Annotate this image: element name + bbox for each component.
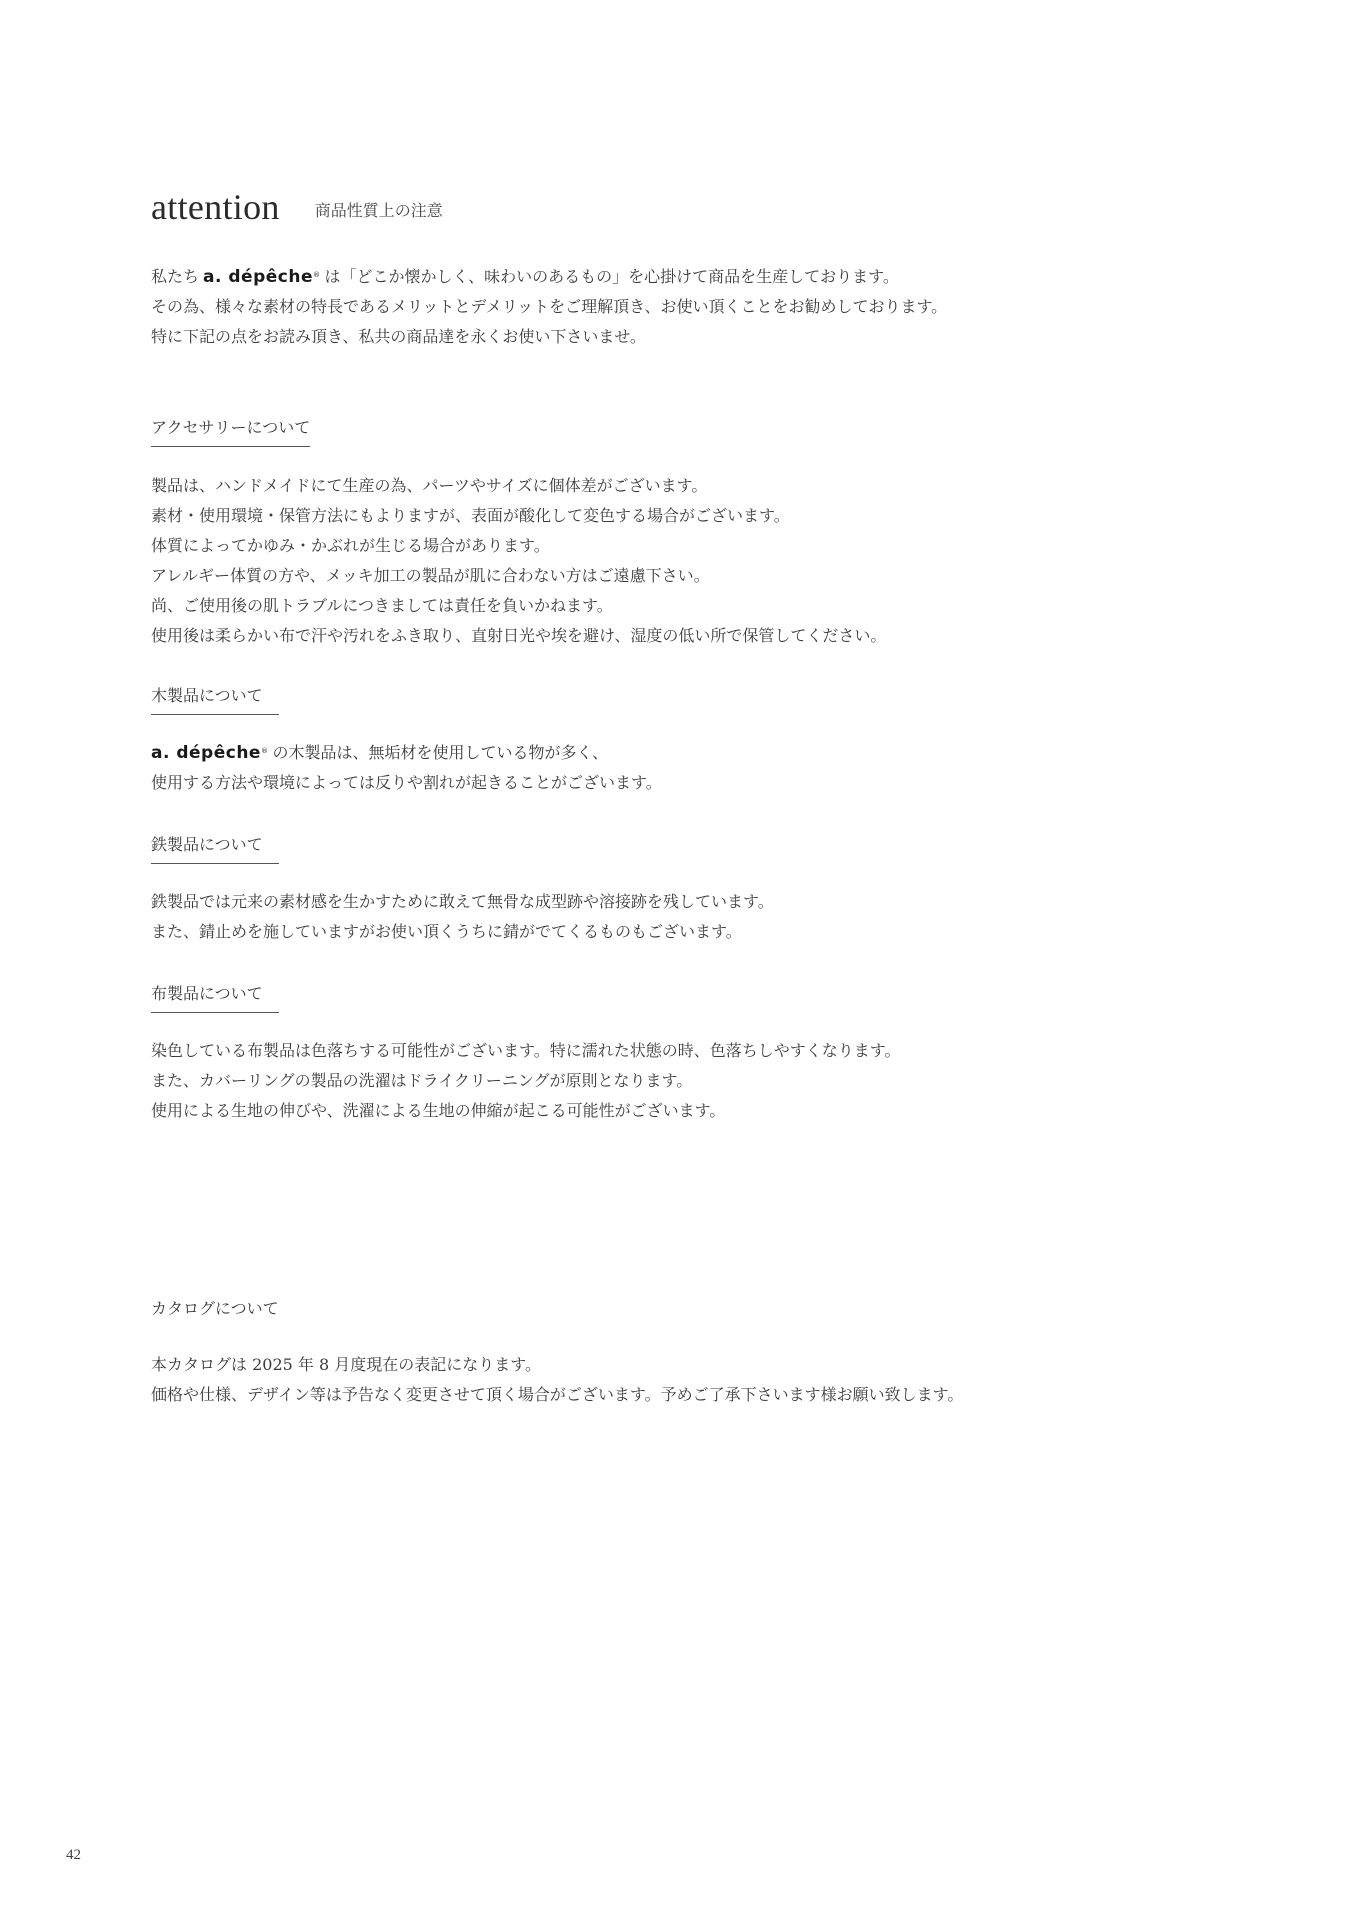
- accessory-paragraph: [151, 471, 886, 651]
- catalog-paragraph: [151, 1350, 963, 1410]
- list-item: また、錆止めを施していますがお使い頂くうちに錆がでてくるものもございます。: [151, 922, 742, 941]
- page-header: [151, 186, 443, 228]
- intro-line: その為、様々な素材の特長であるメリットとデメリットをご理解頂き、お使い頂くことをお勧めしております。: [151, 297, 948, 316]
- list-item: 使用による生地の伸びや、洗濯による生地の伸縮が起こる可能性がございます。: [151, 1101, 726, 1120]
- section-heading-wood: 木製品について: [151, 683, 279, 715]
- brand-logo: a. dépêche®: [151, 743, 269, 763]
- list-item: 本カタログは 2025 年 8 月度現在の表記になります。: [151, 1355, 541, 1374]
- list-item: 製品は、ハンドメイドにて生産の為、パーツやサイズに個体差がございます。: [151, 476, 708, 495]
- page-title: attention: [151, 187, 280, 227]
- section-heading-iron: 鉄製品について: [151, 832, 279, 864]
- intro-paragraph: [151, 262, 947, 352]
- section-heading-catalog: カタログについて: [151, 1299, 279, 1318]
- list-item: 価格や仕様、デザイン等は予告なく変更させて頂く場合がございます。予めご了承下さいます様お願い致します。: [151, 1385, 964, 1404]
- fabric-paragraph: [151, 1036, 900, 1126]
- list-item: 鉄製品では元来の素材感を生かすために敢えて無骨な成型跡や溶接跡を残しています。: [151, 892, 774, 911]
- list-item: また、カバーリングの製品の洗濯はドライクリーニングが原則となります。: [151, 1071, 693, 1090]
- intro-line: 特に下記の点をお読み頂き、私共の商品達を永くお使い下さいませ。: [151, 327, 646, 346]
- list-item: 使用する方法や環境によっては反りや割れが起きることがございます。: [151, 773, 662, 792]
- iron-paragraph: [151, 887, 774, 947]
- list-item: 使用後は柔らかい布で汗や汚れをふき取り、直射日光や埃を避け、湿度の低い所で保管してください。: [151, 626, 887, 645]
- brand-logo: a. dépêche®: [203, 267, 321, 287]
- list-item: アレルギー体質の方や、メッキ加工の製品が肌に合わない方はご遠慮下さい。: [151, 566, 710, 585]
- list-item: 染色している布製品は色落ちする可能性がございます。特に濡れた状態の時、色落ちしやすくなります。: [151, 1041, 901, 1060]
- page-number: 42: [66, 1847, 81, 1863]
- section-heading-fabric: 布製品について: [151, 981, 279, 1013]
- wood-paragraph: [151, 738, 662, 798]
- list-item: a. dépêche® の木製品は、無垢材を使用している物が多く、: [151, 743, 609, 763]
- page-subtitle: 商品性質上の注意: [314, 201, 443, 220]
- list-item: 尚、ご使用後の肌トラブルにつきましては責任を負いかねます。: [151, 596, 613, 615]
- list-item: 素材・使用環境・保管方法にもよりますが、表面が酸化して変色する場合がございます。: [151, 506, 790, 525]
- intro-line: 私たち a. dépêche® は「どこか懐かしく、味わいのあるもの」を心掛けて商品を生産しております。: [151, 267, 899, 287]
- section-heading-accessory: アクセサリーについて: [151, 415, 310, 447]
- list-item: 体質によってかゆみ・かぶれが生じる場合があります。: [151, 536, 550, 555]
